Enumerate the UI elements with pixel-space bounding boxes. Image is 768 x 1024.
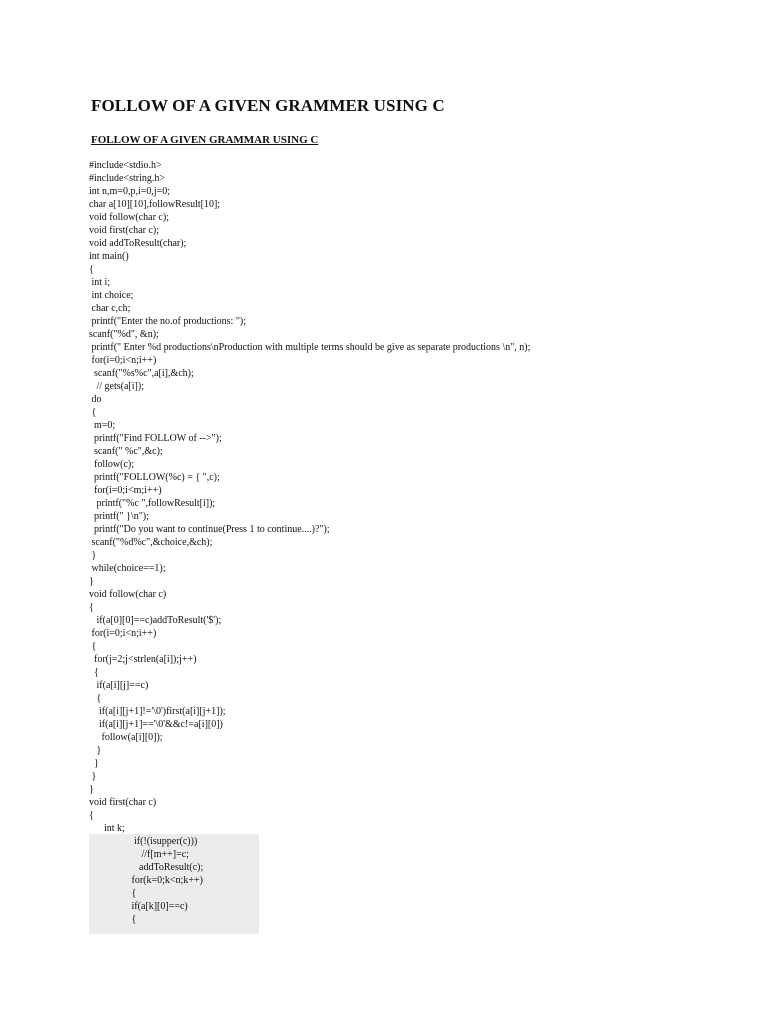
- code-line: addToResult(c);: [89, 862, 204, 873]
- code-line: printf(" Enter %d productions\nProduction with multiple terms should be give as separate productions \n", n);: [89, 342, 531, 353]
- section-heading: FOLLOW OF A GIVEN GRAMMAR USING C: [91, 134, 319, 146]
- code-line: int main(): [89, 251, 129, 262]
- code-line: int i;: [89, 277, 111, 288]
- code-line: }: [89, 550, 97, 561]
- code-line: for(k=0;k<n;k++): [89, 875, 203, 886]
- code-line: if(a[k][0]==c): [89, 901, 188, 912]
- code-line: char c,ch;: [89, 303, 131, 314]
- code-line: void addToResult(char);: [89, 238, 187, 249]
- code-line: {: [89, 407, 97, 418]
- code-line: scanf("%s%c",a[i],&ch);: [89, 368, 194, 379]
- code-line: }: [89, 576, 94, 587]
- code-line: {: [89, 693, 102, 704]
- code-line: scanf(" %c",&c);: [89, 446, 163, 457]
- code-line: m=0;: [89, 420, 116, 431]
- code-line: int choice;: [89, 290, 134, 301]
- code-line: {: [89, 667, 99, 678]
- code-block: [89, 159, 649, 926]
- code-line: printf("Find FOLLOW of -->");: [89, 433, 222, 444]
- code-line: printf("Enter the no.of productions: ");: [89, 316, 247, 327]
- code-line: if(a[i][j]==c): [89, 680, 149, 691]
- code-line: {: [89, 914, 137, 925]
- code-line: if(!(isupper(c))): [89, 836, 198, 847]
- code-line: }: [89, 745, 102, 756]
- code-line: scanf("%d%c",&choice,&ch);: [89, 537, 213, 548]
- code-line: int n,m=0,p,i=0,j=0;: [89, 186, 171, 197]
- code-line: int k;: [89, 823, 125, 834]
- code-line: #include<string.h>: [89, 173, 165, 184]
- code-line: }: [89, 784, 94, 795]
- code-line: for(i=0;i<n;i++): [89, 355, 157, 366]
- code-line: if(a[i][j+1]!='\0')first(a[i][j+1]);: [89, 706, 226, 717]
- code-line: scanf("%d", &n);: [89, 329, 159, 340]
- code-line: // gets(a[i]);: [89, 381, 144, 392]
- code-line: void follow(char c): [89, 589, 167, 600]
- code-line: void follow(char c);: [89, 212, 169, 223]
- code-line: for(j=2;j<strlen(a[i]);j++): [89, 654, 197, 665]
- code-line: {: [89, 641, 97, 652]
- code-line: printf("FOLLOW(%c) = { ",c);: [89, 472, 220, 483]
- code-line: while(choice==1);: [89, 563, 166, 574]
- code-line: {: [89, 602, 94, 613]
- code-line: void first(char c): [89, 797, 157, 808]
- code-line: do: [89, 394, 102, 405]
- code-line: void first(char c);: [89, 225, 159, 236]
- code-line: follow(c);: [89, 459, 134, 470]
- code-line: follow(a[i][0]);: [89, 732, 163, 743]
- code-line: {: [89, 264, 94, 275]
- code-line: if(a[i][j+1]=='\0'&&c!=a[i][0]): [89, 719, 223, 730]
- code-line: char a[10][10],followResult[10];: [89, 199, 221, 210]
- code-line: for(i=0;i<n;i++): [89, 628, 157, 639]
- code-line: {: [89, 810, 94, 821]
- code-line: printf("Do you want to continue(Press 1 to continue....)?");: [89, 524, 330, 535]
- code-line: {: [89, 888, 137, 899]
- code-line: if(a[0][0]==c)addToResult('$');: [89, 615, 222, 626]
- code-line: for(i=0;i<m;i++): [89, 485, 162, 496]
- code-line: }: [89, 758, 99, 769]
- code-line: //f[m++]=c;: [89, 849, 189, 860]
- code-line: printf(" }\n");: [89, 511, 149, 522]
- code-line: }: [89, 771, 97, 782]
- code-line: printf("%c ",followResult[i]);: [89, 498, 216, 509]
- page-title: FOLLOW OF A GIVEN GRAMMER USING C: [91, 96, 445, 115]
- code-line: #include<stdio.h>: [89, 160, 162, 171]
